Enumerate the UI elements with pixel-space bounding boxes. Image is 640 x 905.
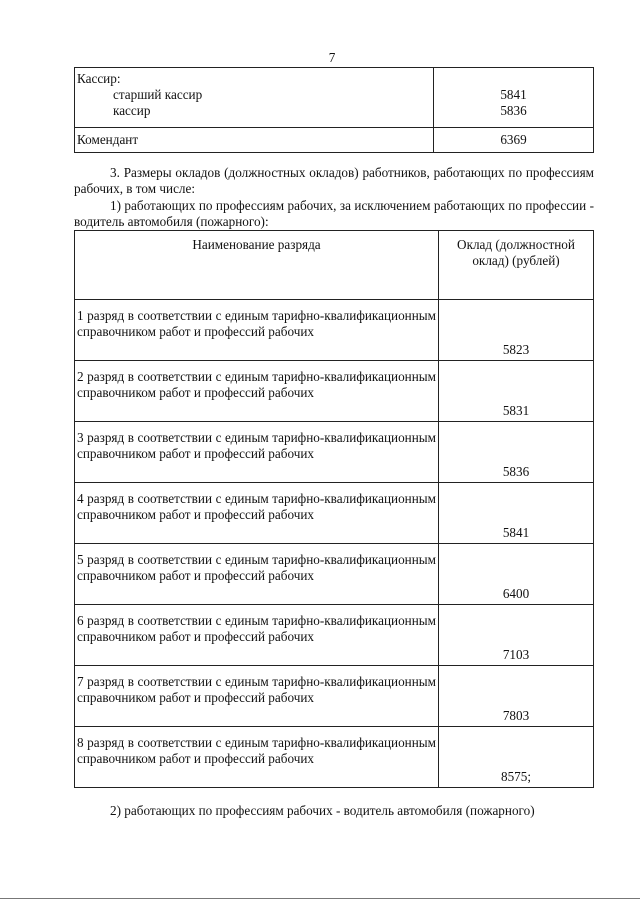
- rank-text: разряд в соответствии с единым тарифно-квалификационным справочником работ и профессий рабочих: [77, 613, 437, 644]
- cashier-values-cell: [434, 68, 594, 128]
- rank-description: [75, 544, 439, 605]
- header-rank-name: Наименование разряда: [75, 231, 439, 300]
- rank-number: 3: [77, 430, 84, 445]
- rank-description: [75, 605, 439, 666]
- rank-text: разряд в соответствии с единым тарифно-квалификационным справочником работ и профессий рабочих: [77, 491, 437, 522]
- rank-salary-value: 5831: [439, 361, 594, 422]
- senior-cashier-label: старший кассир: [113, 86, 203, 102]
- rank-description: [75, 422, 439, 483]
- cashier-heading: Кассир:: [77, 71, 121, 86]
- cashier-row: [75, 68, 594, 128]
- rank-row: [75, 422, 594, 483]
- rank-row: [75, 727, 594, 788]
- rank-row: [75, 300, 594, 361]
- rank-text: разряд в соответствии с единым тарифно-квалификационным справочником работ и профессий рабочих: [77, 552, 437, 583]
- cashier-value: 5836: [500, 102, 527, 118]
- rank-description: [75, 727, 439, 788]
- rank-number: 1: [77, 308, 84, 323]
- senior-cashier-value: 5841: [500, 86, 527, 102]
- cashier-cell: [75, 68, 434, 128]
- rank-number: 5: [77, 552, 84, 567]
- rank-salary-value: 6400: [439, 544, 594, 605]
- paragraph-3: 3. Размеры окладов (должностных окладов) работников, работающих по профессиям рабочих, в том числе:: [74, 165, 594, 196]
- rank-salary-value: 5823: [439, 300, 594, 361]
- rank-salary-value: 8575;: [439, 727, 594, 788]
- rank-text: разряд в соответствии с единым тарифно-квалификационным справочником работ и профессий рабочих: [77, 430, 437, 461]
- rank-row: [75, 361, 594, 422]
- page-bottom-rule: [0, 898, 640, 899]
- rank-text: разряд в соответствии с единым тарифно-квалификационным справочником работ и профессий рабочих: [77, 674, 437, 705]
- rank-description: [75, 483, 439, 544]
- paragraph-3-1: 1) работающих по профессиям рабочих, за исключением работающих по профессии - водитель автомобиля (пожарного):: [74, 198, 594, 229]
- cashier-label: кассир: [113, 102, 151, 118]
- rank-row: [75, 666, 594, 727]
- rank-salary-value: 5841: [439, 483, 594, 544]
- commandant-label: Комендант: [75, 128, 434, 153]
- rank-row: [75, 605, 594, 666]
- rank-number: 4: [77, 491, 84, 506]
- rank-number: 2: [77, 369, 84, 384]
- rank-salary-value: 7103: [439, 605, 594, 666]
- rank-description: [75, 666, 439, 727]
- rank-salary-value: 7803: [439, 666, 594, 727]
- commandant-row: [75, 128, 594, 153]
- rank-description: [75, 300, 439, 361]
- rank-number: 8: [77, 735, 84, 750]
- positions-table: [74, 67, 594, 153]
- rank-description: [75, 361, 439, 422]
- paragraph-3-2: 2) работающих по профессиям рабочих - водитель автомобиля (пожарного): [110, 803, 535, 818]
- header-salary: Оклад (должностной оклад) (рублей): [439, 231, 594, 300]
- ranks-header-row: [75, 231, 594, 300]
- rank-text: разряд в соответствии с единым тарифно-квалификационным справочником работ и профессий рабочих: [77, 369, 437, 400]
- rank-salary-value: 5836: [439, 422, 594, 483]
- rank-text: разряд в соответствии с единым тарифно-квалификационным справочником работ и профессий рабочих: [77, 308, 437, 339]
- page-number: 7: [328, 50, 336, 65]
- ranks-table: [74, 230, 594, 788]
- rank-row: [75, 483, 594, 544]
- rank-number: 7: [77, 674, 84, 689]
- rank-number: 6: [77, 613, 84, 628]
- rank-row: [75, 544, 594, 605]
- rank-text: разряд в соответствии с единым тарифно-квалификационным справочником работ и профессий рабочих: [77, 735, 437, 766]
- commandant-value: 6369: [434, 128, 594, 153]
